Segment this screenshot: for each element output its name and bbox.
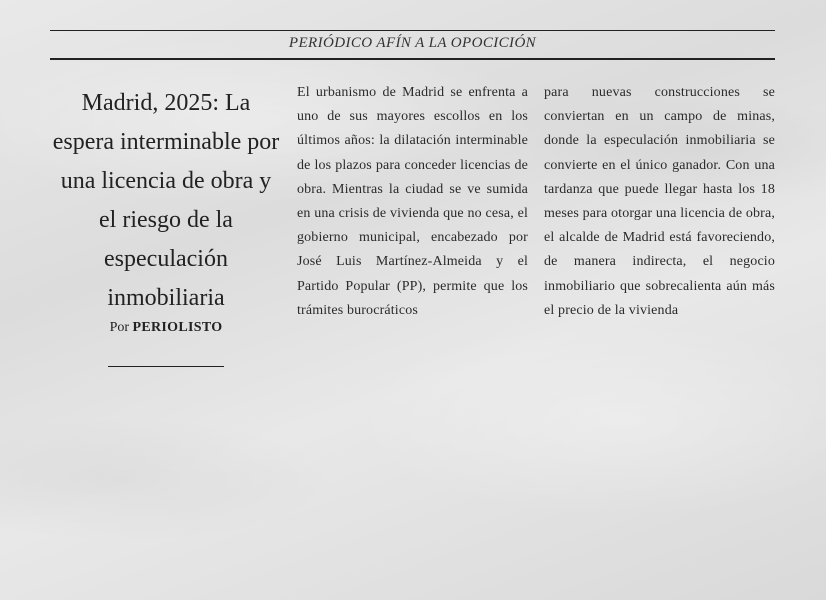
masthead-bottom-rule xyxy=(50,58,775,60)
byline-prefix: Por xyxy=(109,320,130,335)
masthead-title: PERIÓDICO AFÍN A LA OPOCICIÓN xyxy=(288,35,537,51)
masthead-top-rule xyxy=(50,30,775,31)
article-headline: Madrid, 2025: La espera interminable por una licencia de obra y el riesgo de la especulación inmobiliaria xyxy=(52,90,280,311)
article-body-column-2: para nuevas construcciones se conviertan en un campo de minas, donde la especulación inmobiliaria se convierte en el único ganador. Con una tardanza que puede llegar hasta los 18 meses para otorgar una licencia de obra, el alcalde de Madrid está favoreciendo, de manera indirecta, el negocio inmobiliario que sobrecalienta aún más el precio de la vivienda xyxy=(544,85,775,318)
byline xyxy=(50,320,282,336)
headline-column xyxy=(50,84,282,367)
byline-divider xyxy=(108,366,224,367)
byline-author: PERIOLISTO xyxy=(132,320,223,335)
article-body-column-1: El urbanismo de Madrid se enfrenta a uno de sus mayores escollos en los últimos años: la dilatación interminable de los plazos para conceder licencias de obra. Mientras la ciudad se ve sumida en una crisis de vivienda que no cesa, el gobierno municipal, encabezado por José Luis Martínez-Almeida y el Partido Popular (PP), permite que los trámites burocráticos xyxy=(297,85,528,318)
